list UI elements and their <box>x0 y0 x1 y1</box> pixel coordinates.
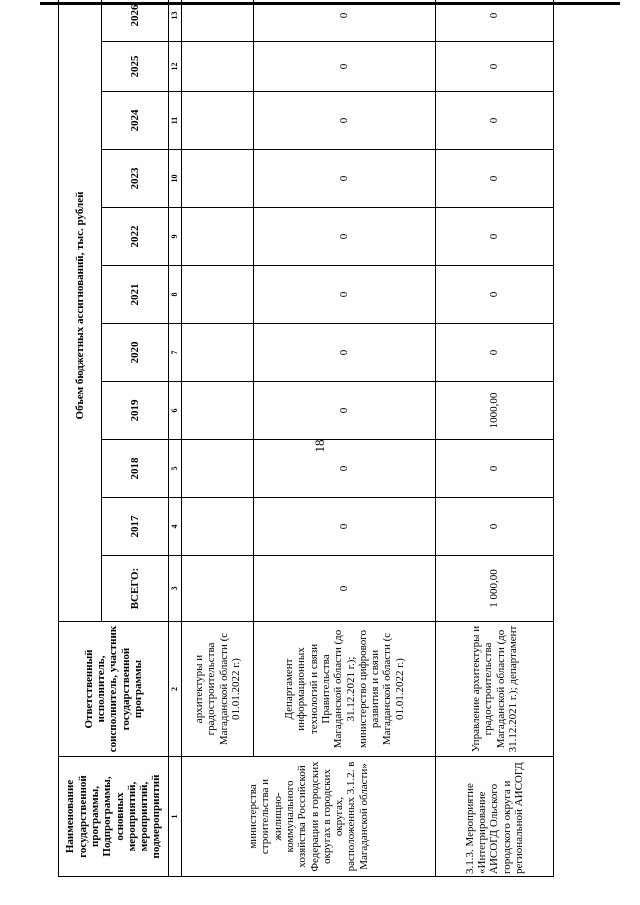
header-executor: Ответственный исполнитель, соисполнитель, участник государственной программы <box>59 622 169 757</box>
column-number: 6 <box>169 382 182 440</box>
column-number: 7 <box>169 324 182 382</box>
header-budget-group: Объем бюджетных ассигнований, тыс. рублей <box>59 0 102 622</box>
header-name: Наименование государственной программы, Подпрограммы, основных мероприятий, мероприятий, подмероприятий <box>59 757 169 877</box>
header-year: 2022 <box>102 208 169 266</box>
row-value: 0 <box>436 208 554 266</box>
row-value: 0 <box>254 324 436 382</box>
page-number: 18 <box>312 439 327 453</box>
column-number: 5 <box>169 440 182 498</box>
column-number: 11 <box>169 92 182 150</box>
column-number: 1 <box>169 757 182 877</box>
row-executor: Департамент информационных технологий и связи Правительства Магаданской области (до 31.12.2021 г.); министерство цифрового развития и связи Магаданской области (с 01.01.2022 г.) <box>254 622 436 757</box>
table-row <box>182 0 254 877</box>
row-total <box>182 556 254 622</box>
header-year: 2020 <box>102 324 169 382</box>
budget-table-rotated <box>58 4 554 877</box>
header-year: 2025 <box>102 42 169 92</box>
column-number: 4 <box>169 498 182 556</box>
row-value: 0 <box>436 440 554 498</box>
row-value <box>182 208 254 266</box>
row-executor: архитектуры и градостроительства Магаданской области (с 01.01.2022 г.) <box>182 622 254 757</box>
row-value: 0 <box>254 208 436 266</box>
header-year: 2018 <box>102 440 169 498</box>
column-number: 12 <box>169 42 182 92</box>
header-year: 2023 <box>102 150 169 208</box>
row-value: 0 <box>254 498 436 556</box>
budget-table <box>58 0 554 877</box>
row-value: 1000,00 <box>436 382 554 440</box>
table-row <box>254 0 436 877</box>
header-year: 2026 <box>102 0 169 42</box>
row-total: 0 <box>254 556 436 622</box>
column-number: 8 <box>169 266 182 324</box>
row-value: 0 <box>436 498 554 556</box>
row-total: 1 000,00 <box>436 556 554 622</box>
column-number: 9 <box>169 208 182 266</box>
column-number: 2 <box>169 622 182 757</box>
row-value: 0 <box>436 0 554 42</box>
row-value <box>182 266 254 324</box>
header-year: 2024 <box>102 92 169 150</box>
header-year: 2017 <box>102 498 169 556</box>
column-number: 13 <box>169 0 182 42</box>
row-value: 0 <box>254 42 436 92</box>
row-name: министерства строительства и жилищно-коммунального хозяйства Российской Федерации в городских округах в городских округах, расположенных 3.1.2. в Магаданской области» <box>182 757 436 877</box>
row-value <box>182 440 254 498</box>
row-value: 0 <box>436 266 554 324</box>
header-year: 2019 <box>102 382 169 440</box>
header-total: ВСЕГО: <box>102 556 169 622</box>
row-value: 0 <box>254 150 436 208</box>
row-value <box>182 498 254 556</box>
column-number: 10 <box>169 150 182 208</box>
row-executor: Управление архитектуры и градостроительства Магаданской области (до 31.12.2021 г.); департамент <box>436 622 554 757</box>
row-value: 0 <box>254 440 436 498</box>
row-value <box>182 0 254 42</box>
row-value <box>182 92 254 150</box>
row-value: 0 <box>254 382 436 440</box>
row-name: 3.1.3. Мероприятие «Интегрирование АИСОГД Ольского городского округа и региональной АИСОГД <box>436 757 554 877</box>
row-value: 0 <box>436 92 554 150</box>
row-value: 0 <box>254 92 436 150</box>
row-value <box>182 150 254 208</box>
row-value <box>182 42 254 92</box>
header-year: 2021 <box>102 266 169 324</box>
row-value: 0 <box>436 150 554 208</box>
table-row <box>436 0 554 877</box>
row-value <box>182 324 254 382</box>
row-value: 0 <box>436 42 554 92</box>
row-value <box>182 382 254 440</box>
row-value: 0 <box>254 0 436 42</box>
row-value: 0 <box>436 324 554 382</box>
row-value: 0 <box>254 266 436 324</box>
column-number: 3 <box>169 556 182 622</box>
